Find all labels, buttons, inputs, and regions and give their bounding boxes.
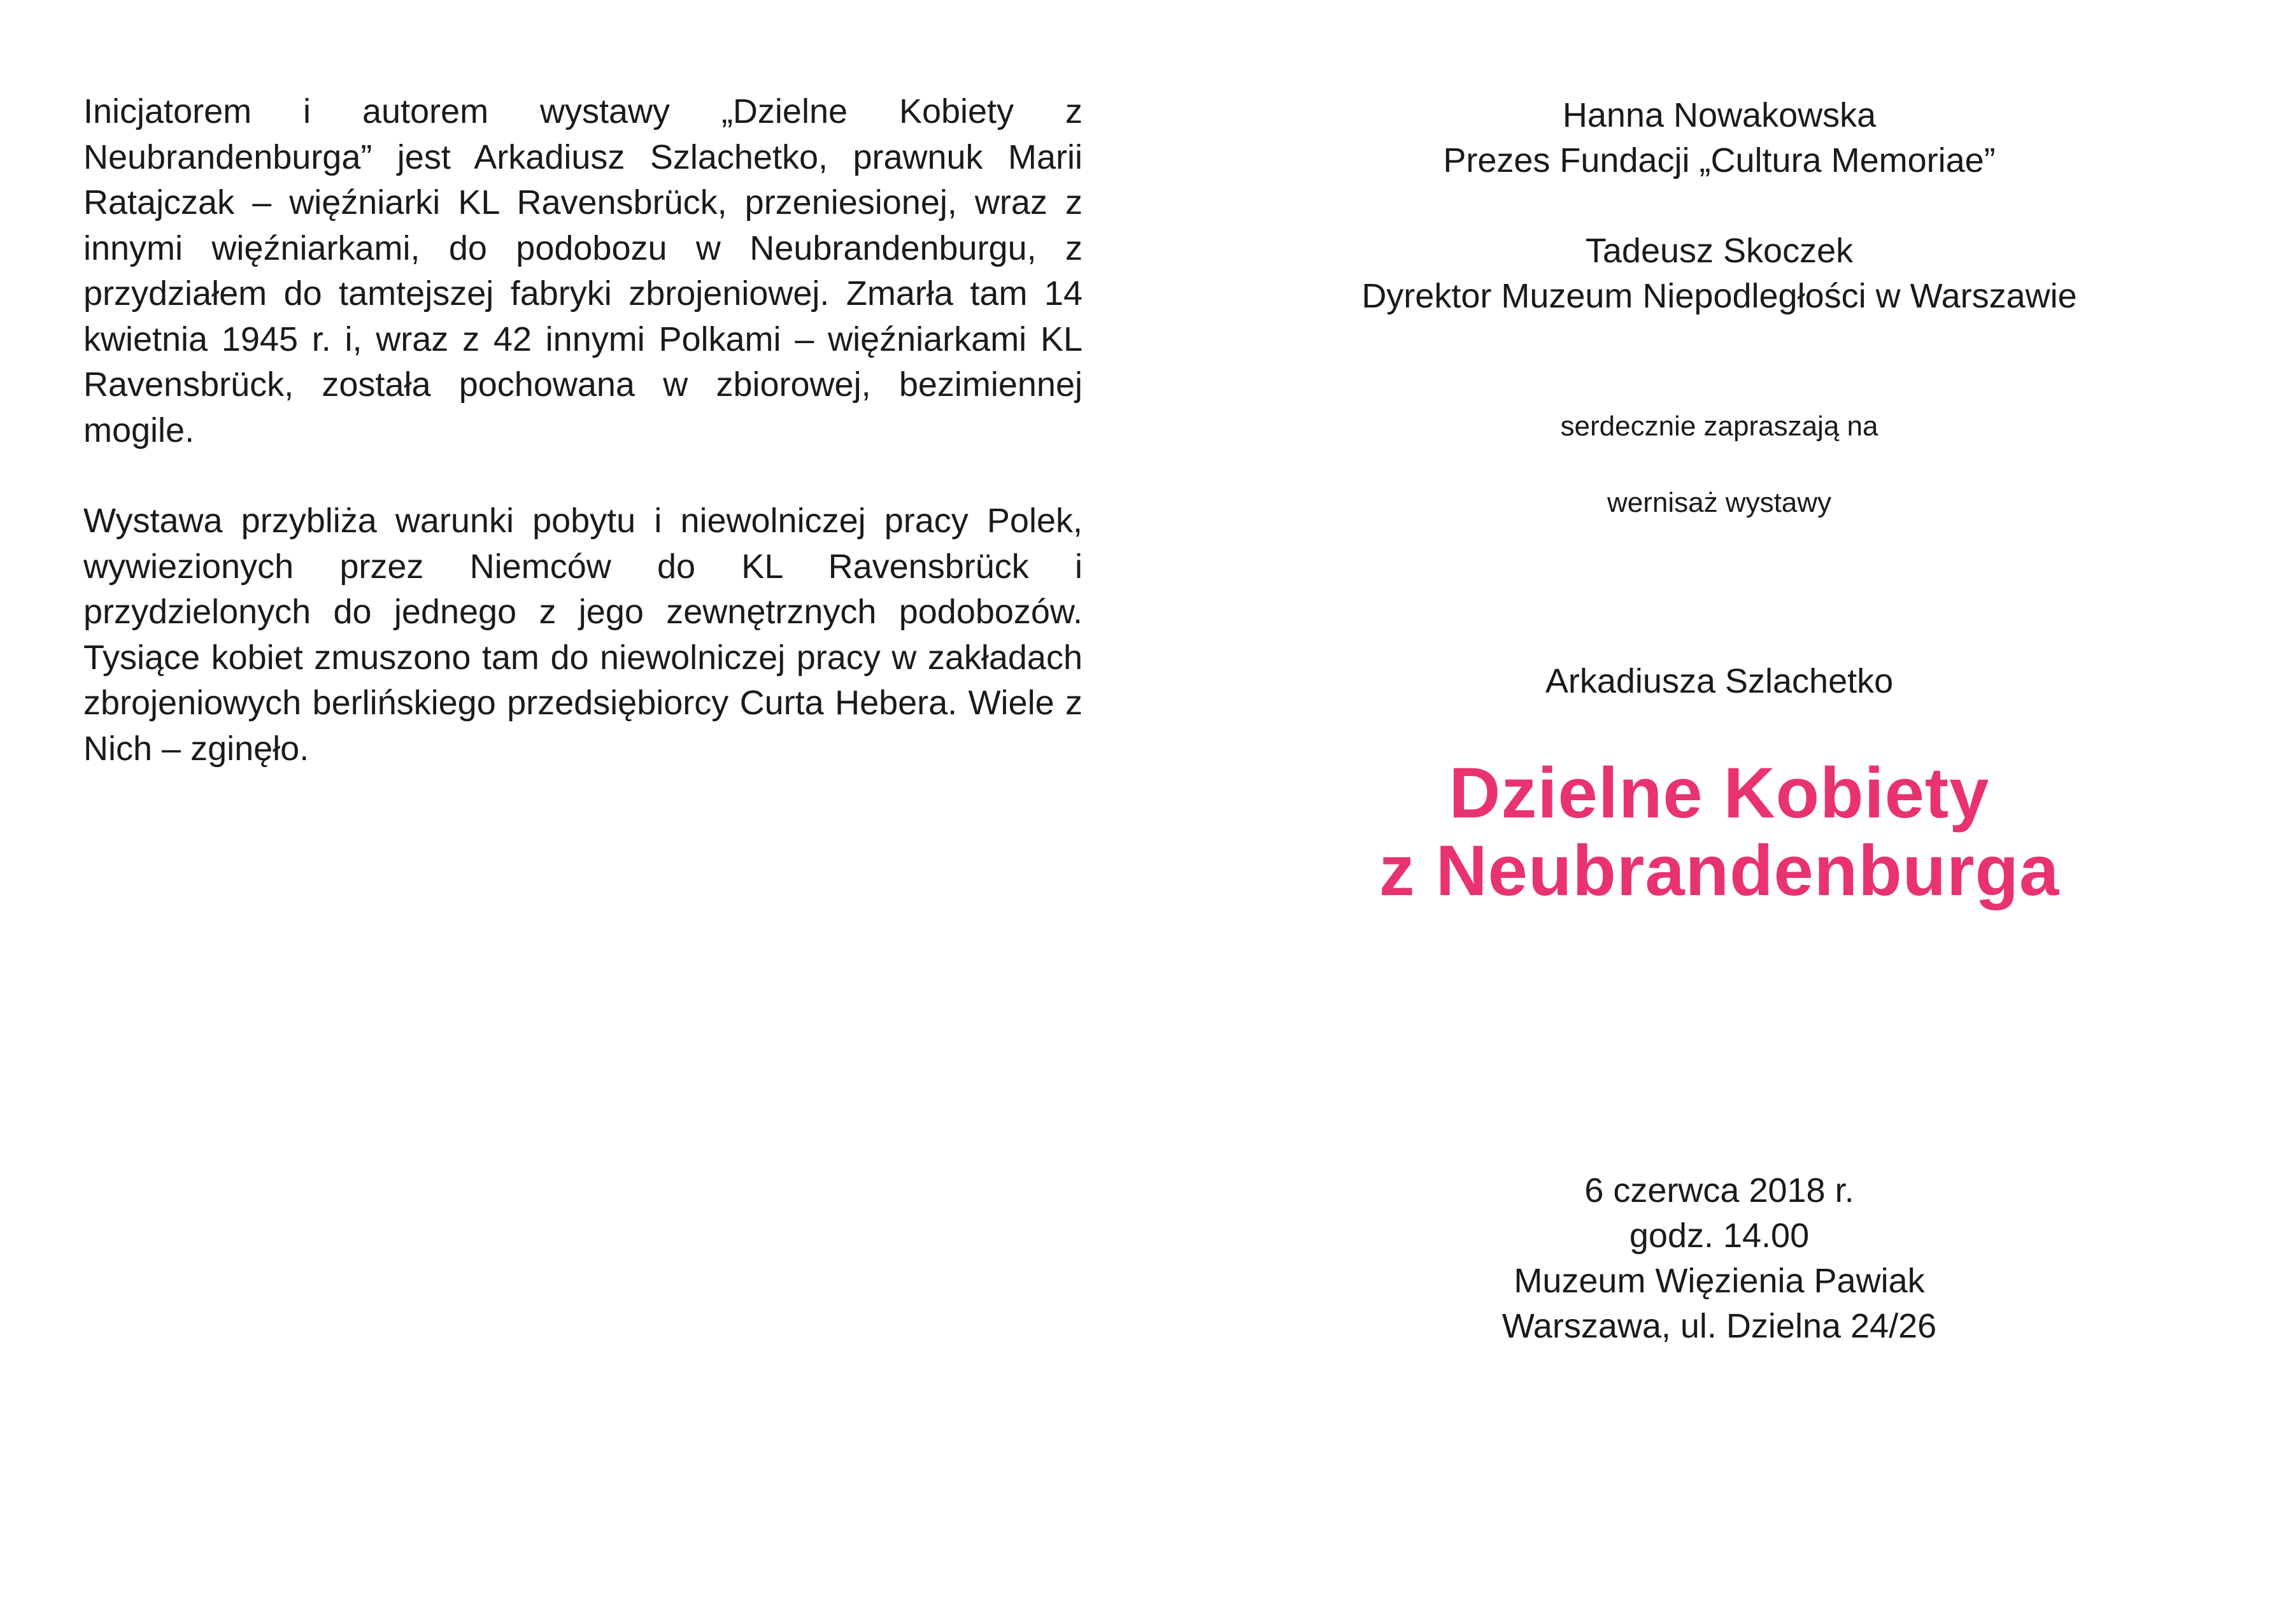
event-text: [1210, 484, 2229, 522]
description-paragraph-1: Inicjatorem i autorem wystawy „Dzielne Kobiety z Neubrandenburga” jest Arkadiusz Szlachetko, prawnuk Marii Ratajczak – więźniarki KL Ravensbrück, przeniesionej, wraz z innymi więźniarkami, do podobozu w Neubrandenburgu, z przydziałem do tamtejszej fabryki zbrojeniowej. Zmarła tam 14 kwietnia 1945 r. i, wraz z 42 innymi Polkami – więźniarkami KL Ravensbrück, została pochowana w zbiorowej, bezimiennej mogile.: [83, 92, 1083, 449]
host-2-name: Tadeusz Skoczek: [1585, 232, 1854, 270]
host-2: [1210, 229, 2229, 319]
host-1-role: Prezes Fundacji „Cultura Memoriae”: [1443, 141, 1996, 180]
event-date: 6 czerwca 2018 r.: [1584, 1171, 1854, 1210]
invitation-column: [1210, 0, 2229, 1624]
author-block: [1210, 659, 2229, 704]
invite-line: serdecznie zapraszają na: [1560, 411, 1878, 442]
event-time: godz. 14.00: [1629, 1217, 1810, 1255]
event-address: Warszawa, ul. Dzielna 24/26: [1502, 1307, 1937, 1345]
event-venue: Muzeum Więzienia Pawiak: [1514, 1262, 1925, 1300]
author-name: Arkadiusza Szlachetko: [1545, 662, 1894, 700]
invite-text: [1210, 407, 2229, 446]
event-line: wernisaż wystawy: [1607, 487, 1832, 518]
host-2-role: Dyrektor Muzeum Niepodległości w Warszawie: [1361, 277, 2077, 315]
exhibition-title: [1210, 754, 2229, 910]
description-paragraph-2: Wystawa przybliża warunki pobytu i niewolniczej pracy Polek, wywiezionych przez Niemców do KL Ravensbrück i przydzielonych do jednego z jego zewnętrznych podobozów. Tysiące kobiet zmuszono tam do niewolniczej pracy w zakładach zbrojeniowych berlińskiego przedsiębiorcy Curta Hebera. Wiele z Nich – zginęło.: [83, 502, 1083, 768]
title-line-1: Dzielne Kobiety: [1449, 753, 1990, 833]
event-details: [1210, 1168, 2229, 1349]
description-column: [83, 89, 1083, 772]
title-line-2: z Neubrandenburga: [1379, 831, 2060, 910]
host-1-name: Hanna Nowakowska: [1562, 96, 1877, 134]
host-1: [1210, 93, 2229, 183]
